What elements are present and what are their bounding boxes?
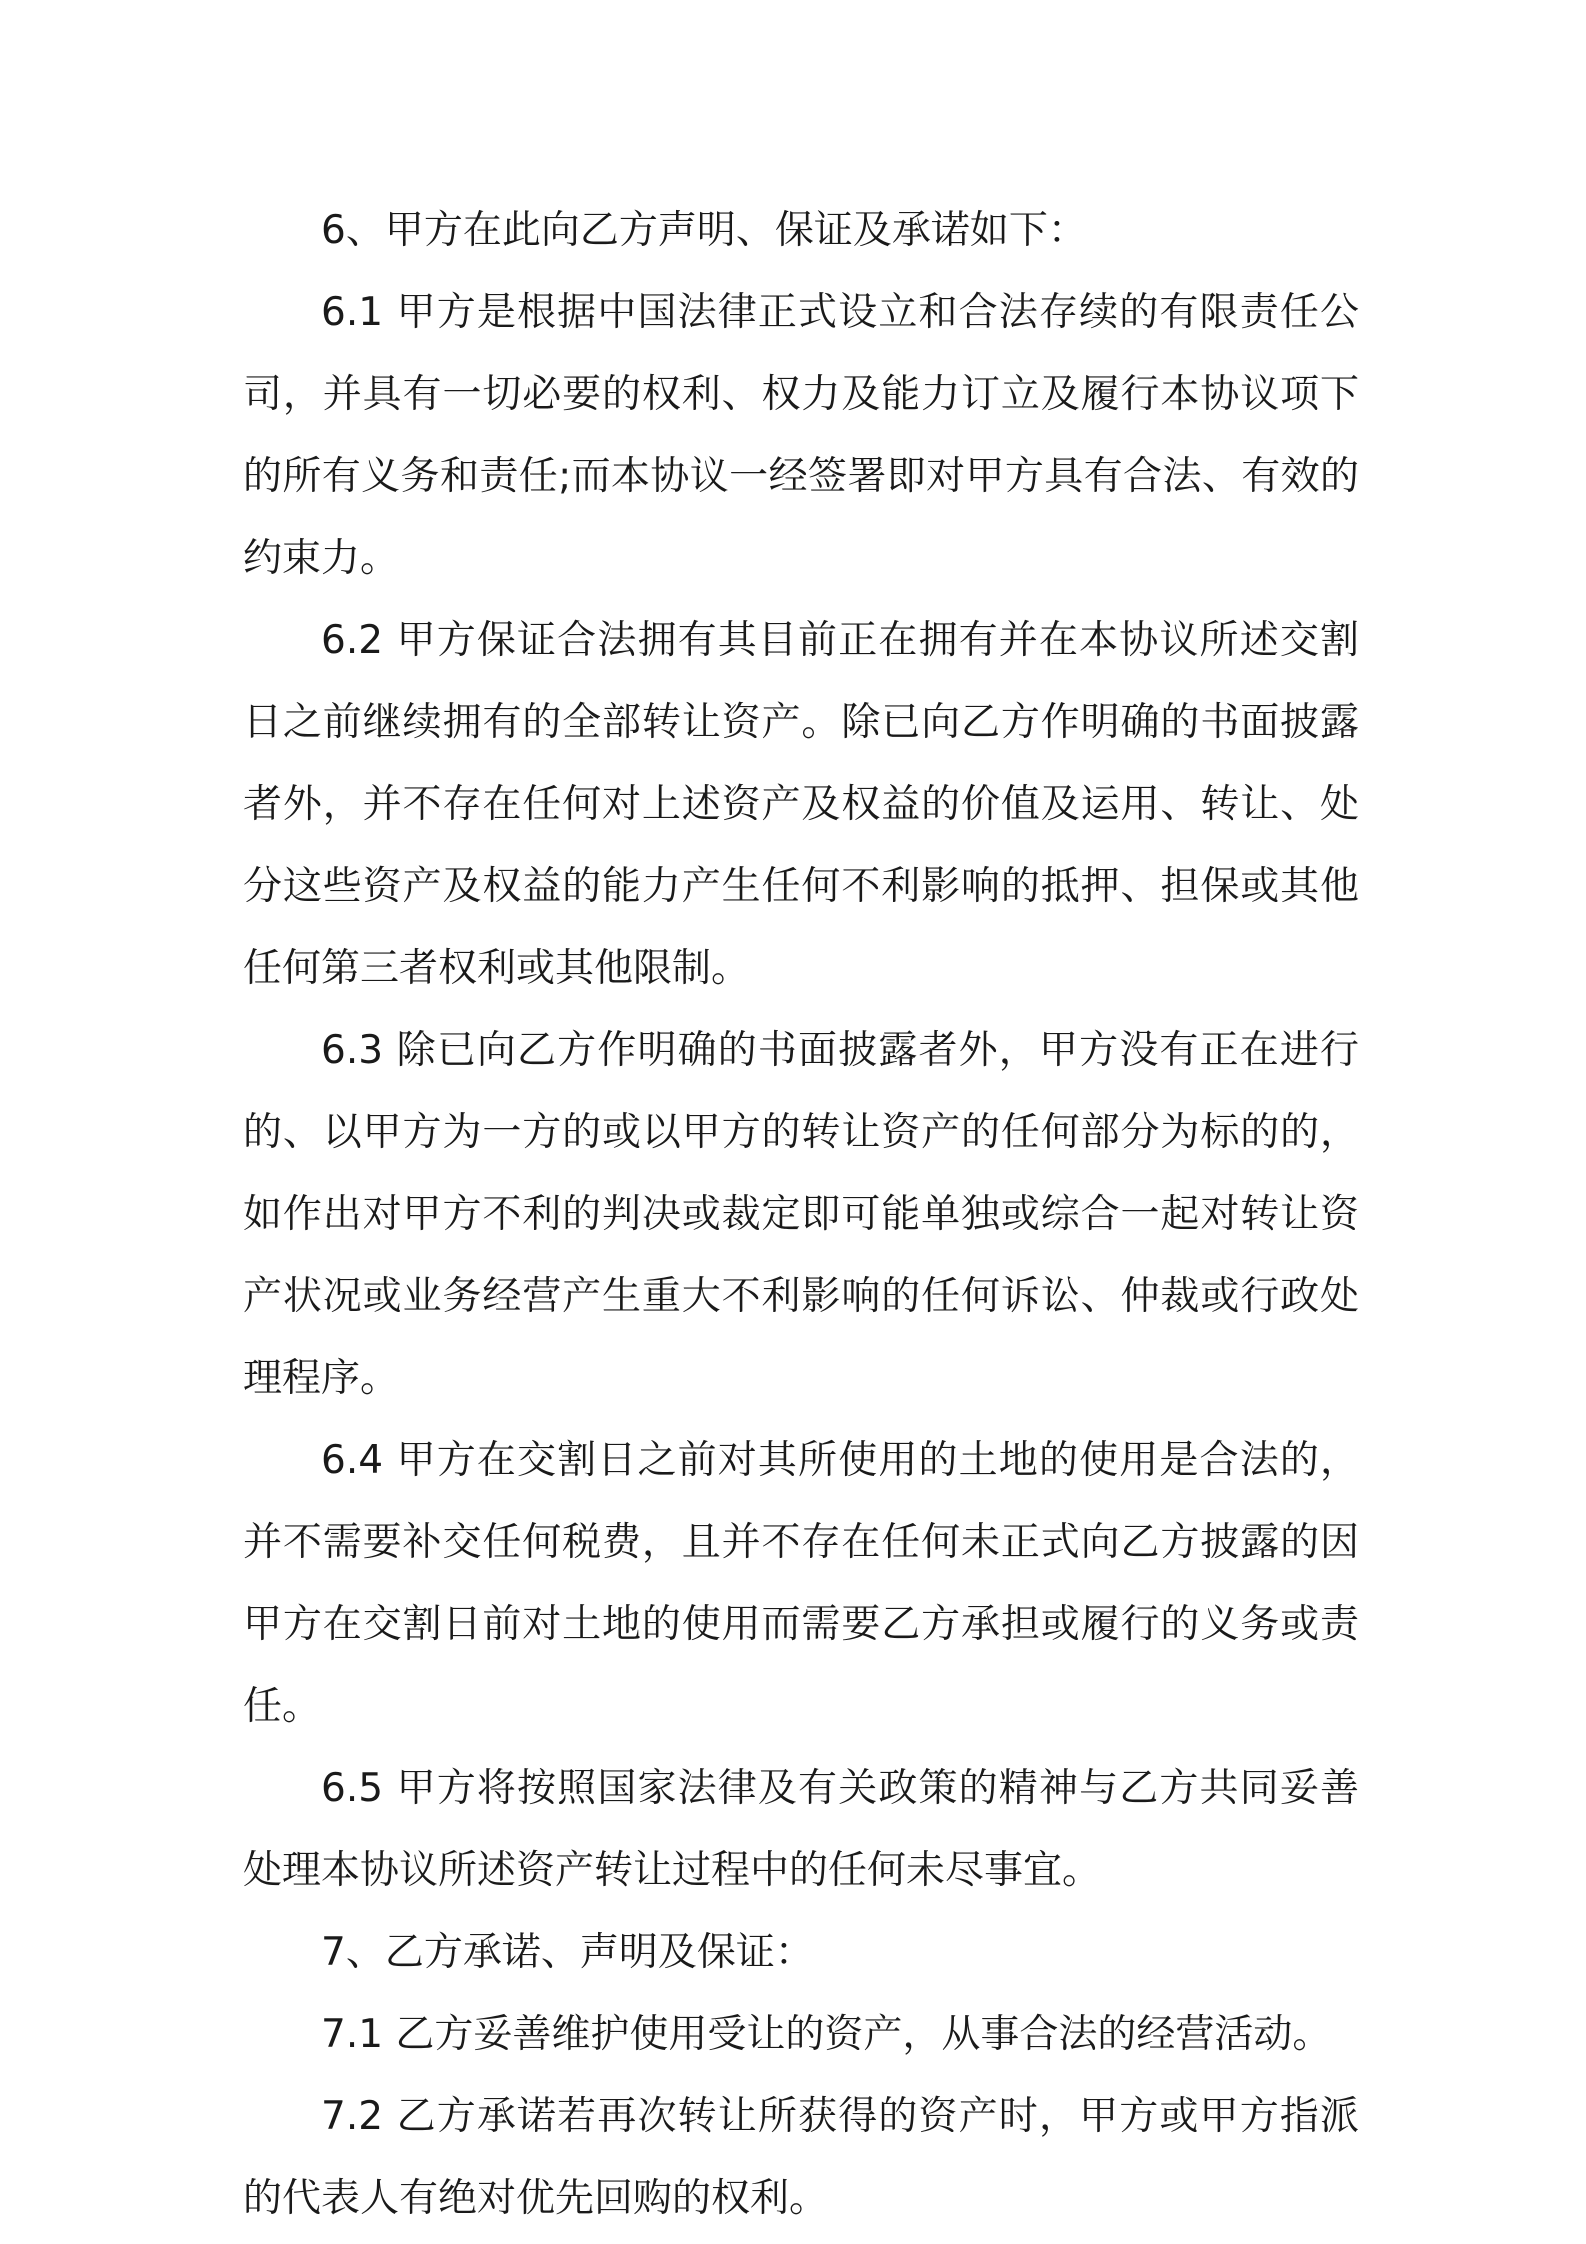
clause-6-5: 6.5 甲方将按照国家法律及有关政策的精神与乙方共同妥善处理本协议所述资产转让过程中的任何未尽事宜。 <box>243 1766 1359 1893</box>
section-7-heading: 7、乙方承诺、声明及保证： <box>321 1930 814 1975</box>
clause-6-4: 6.4 甲方在交割日之前对其所使用的土地的使用是合法的，并不需要补交任何税费，且并不存在任何未正式向乙方披露的因甲方在交割日前对土地的使用而需要乙方承担或履行的义务或责任。 <box>243 1438 1359 1729</box>
clause-7-2: 7.2 乙方承诺若再次转让所获得的资产时，甲方或甲方指派的代表人有绝对优先回购的权利。 <box>243 2094 1359 2221</box>
section-6-heading: 6、甲方在此向乙方声明、保证及承诺如下： <box>321 208 1087 253</box>
clause-6-2: 6.2 甲方保证合法拥有其目前正在拥有并在本协议所述交割日之前继续拥有的全部转让资产。除已向乙方作明确的书面披露者外，并不存在任何对上述资产及权益的价值及运用、转让、处分这些资产及权益的能力产生任何不利影响的抵押、担保或其他任何第三者权利或其他限制。 <box>243 618 1359 991</box>
clause-6-3: 6.3 除已向乙方作明确的书面披露者外，甲方没有正在进行的、以甲方为一方的或以甲方的转让资产的任何部分为标的的，如作出对甲方不利的判决或裁定即可能单独或综合一起对转让资产状况或业务经营产生重大不利影响的任何诉讼、仲裁或行政处理程序。 <box>243 1028 1359 1401</box>
document-body <box>243 190 1359 2240</box>
clause-7-1: 7.1 乙方妥善维护使用受让的资产，从事合法的经营活动。 <box>321 2012 1332 2057</box>
clause-6-1: 6.1 甲方是根据中国法律正式设立和合法存续的有限责任公司，并具有一切必要的权利、权力及能力订立及履行本协议项下的所有义务和责任;而本协议一经签署即对甲方具有合法、有效的约束力。 <box>243 290 1359 581</box>
